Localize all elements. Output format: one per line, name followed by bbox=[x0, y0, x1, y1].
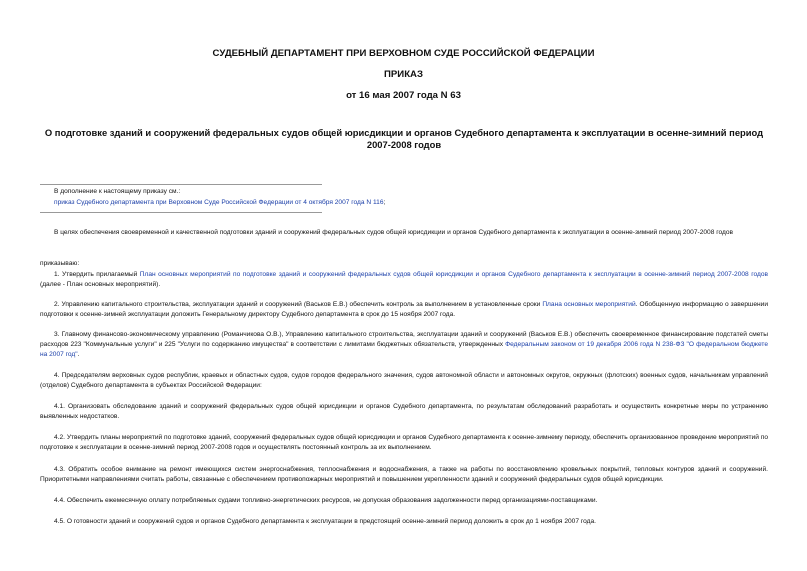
item-3-tail: . bbox=[77, 351, 80, 358]
note-reference-link[interactable]: приказ Судебного департамента при Верховном Суде Российской Федерации от 4 октября 2007 года N 116 bbox=[54, 199, 384, 206]
item-3-text: 3. Главному финансово-экономическому управлению (Романчикова О.В.), Управлению капитального строительства, эксплуатации зданий и сооружений (Васьков Е.В.) обеспечить своевременное финансирование подстатей сметы расходов 223 "Коммунальные услуги" и 225 "Услуги по содержанию имущества" в соответствии с лимитами бюджетных обязательств, утвержденных bbox=[40, 331, 768, 348]
document-type: ПРИКАЗ bbox=[384, 69, 423, 80]
note-intro: В дополнение к настоящему приказу см.: bbox=[54, 188, 181, 195]
item-4-2-text: 4.2. Утвердить планы мероприятий по подготовке зданий, сооружений федеральных судов общей юрисдикции и органов Судебного департамента к осенне-зимнему периоду, обеспечить организованное проведение мероприятий по подготовке к эксплуатации в осенне-зимний период 2007-2008 годов и осуществлять постоянный контроль за их выполнением. bbox=[40, 434, 768, 451]
preamble-text: В целях обеспечения своевременной и качественной подготовки зданий и сооружений федеральных судов общей юрисдикции и органов Судебного департамента к эксплуатации в осенне-зимний период 2007-2008 годов bbox=[54, 229, 734, 236]
item-1-tail: (далее - План основных мероприятий). bbox=[40, 281, 161, 288]
item-4-5-text: 4.5. О готовности зданий и сооружений судов и органов Судебного департамента к эксплуатации в предстоящий осенне-зимний период доложить в срок до 1 ноября 2007 года. bbox=[54, 518, 596, 525]
preamble bbox=[40, 228, 768, 238]
order-word: приказываю: bbox=[40, 260, 80, 267]
item-4-3-text: 4.3. Обратить особое внимание на ремонт имеющихся систем энергоснабжения, теплоснабжения и водоснабжения, а также на работы по восстановлению кровельных покрытий, тепловых контуров зданий и сооружений. Приоритетными направлениями считать работы, связанные с обеспечением противопожарных мероприятий и повышением укрепленности зданий и сооружений федеральных судов общей юрисдикции. bbox=[40, 466, 768, 483]
note-divider-top bbox=[40, 184, 322, 185]
plan-link[interactable]: План основных мероприятий по подготовке зданий и сооружений федеральных судов общей юрисдикции и органов Судебного департамента к эксплуатации в осенне-зимний период 2007-2008 годов bbox=[139, 271, 768, 278]
item-4-1 bbox=[40, 402, 768, 422]
item-3 bbox=[40, 330, 768, 360]
item-2 bbox=[40, 300, 768, 320]
item-4-5 bbox=[40, 517, 768, 527]
note-reference-suffix: ; bbox=[383, 199, 386, 206]
item-4-text: 4. Председателям верховных судов республик, краевых и областных судов, судов городов федерального значения, судов автономной области и автономных округов, окружных (флотских) военных судов, начальникам управлений (отделов) Судебного департамента в субъектах Российской Федерации: bbox=[40, 372, 768, 389]
item-1-text: 1. Утвердить прилагаемый bbox=[54, 271, 140, 278]
plan-reference-link[interactable]: Плана основных мероприятий bbox=[542, 301, 636, 308]
item-4-4 bbox=[40, 496, 768, 506]
document-date-number: от 16 мая 2007 года N 63 bbox=[346, 90, 461, 101]
item-4-1-text: 4.1. Организовать обследование зданий и сооружений федеральных судов общей юрисдикции и органов Судебного департамента, по результатам обследований разработать и осуществить конкретные меры по устранению выявленных недостатков. bbox=[40, 403, 768, 420]
item-4-2 bbox=[40, 433, 768, 453]
note-reference bbox=[54, 198, 385, 208]
item-1 bbox=[40, 270, 768, 290]
federal-law-link[interactable]: Федеральным законом от 19 декабря 2006 года N 238-ФЗ "О федеральном бюджете на 2007 год" bbox=[40, 341, 769, 358]
item-4 bbox=[40, 371, 768, 391]
item-4-3 bbox=[40, 465, 768, 485]
note-divider-bottom bbox=[40, 212, 322, 213]
item-2-text: 2. Управлению капитального строительства, эксплуатации зданий и сооружений (Васьков Е.В.) обеспечить контроль за выполнением в установленные сроки bbox=[54, 301, 543, 308]
department-heading: СУДЕБНЫЙ ДЕПАРТАМЕНТ ПРИ ВЕРХОВНОМ СУДЕ РОССИЙСКОЙ ФЕДЕРАЦИИ bbox=[212, 48, 595, 59]
item-2-tail: . Обобщенную информацию о завершении подготовки к осенне-зимней эксплуатации доложить Генеральному директору Судебного департамента в срок до 15 ноября 2007 года. bbox=[40, 301, 769, 318]
item-4-4-text: 4.4. Обеспечить ежемесячную оплату потребляемых судами топливно-энергетических ресурсов, не допуская образования задолженности перед организациями-поставщиками. bbox=[54, 497, 598, 504]
document-title: О подготовке зданий и сооружений федеральных судов общей юрисдикции и органов Судебного департамента к эксплуатации в осенне-зимний период 2007-2008 годов bbox=[44, 127, 764, 150]
